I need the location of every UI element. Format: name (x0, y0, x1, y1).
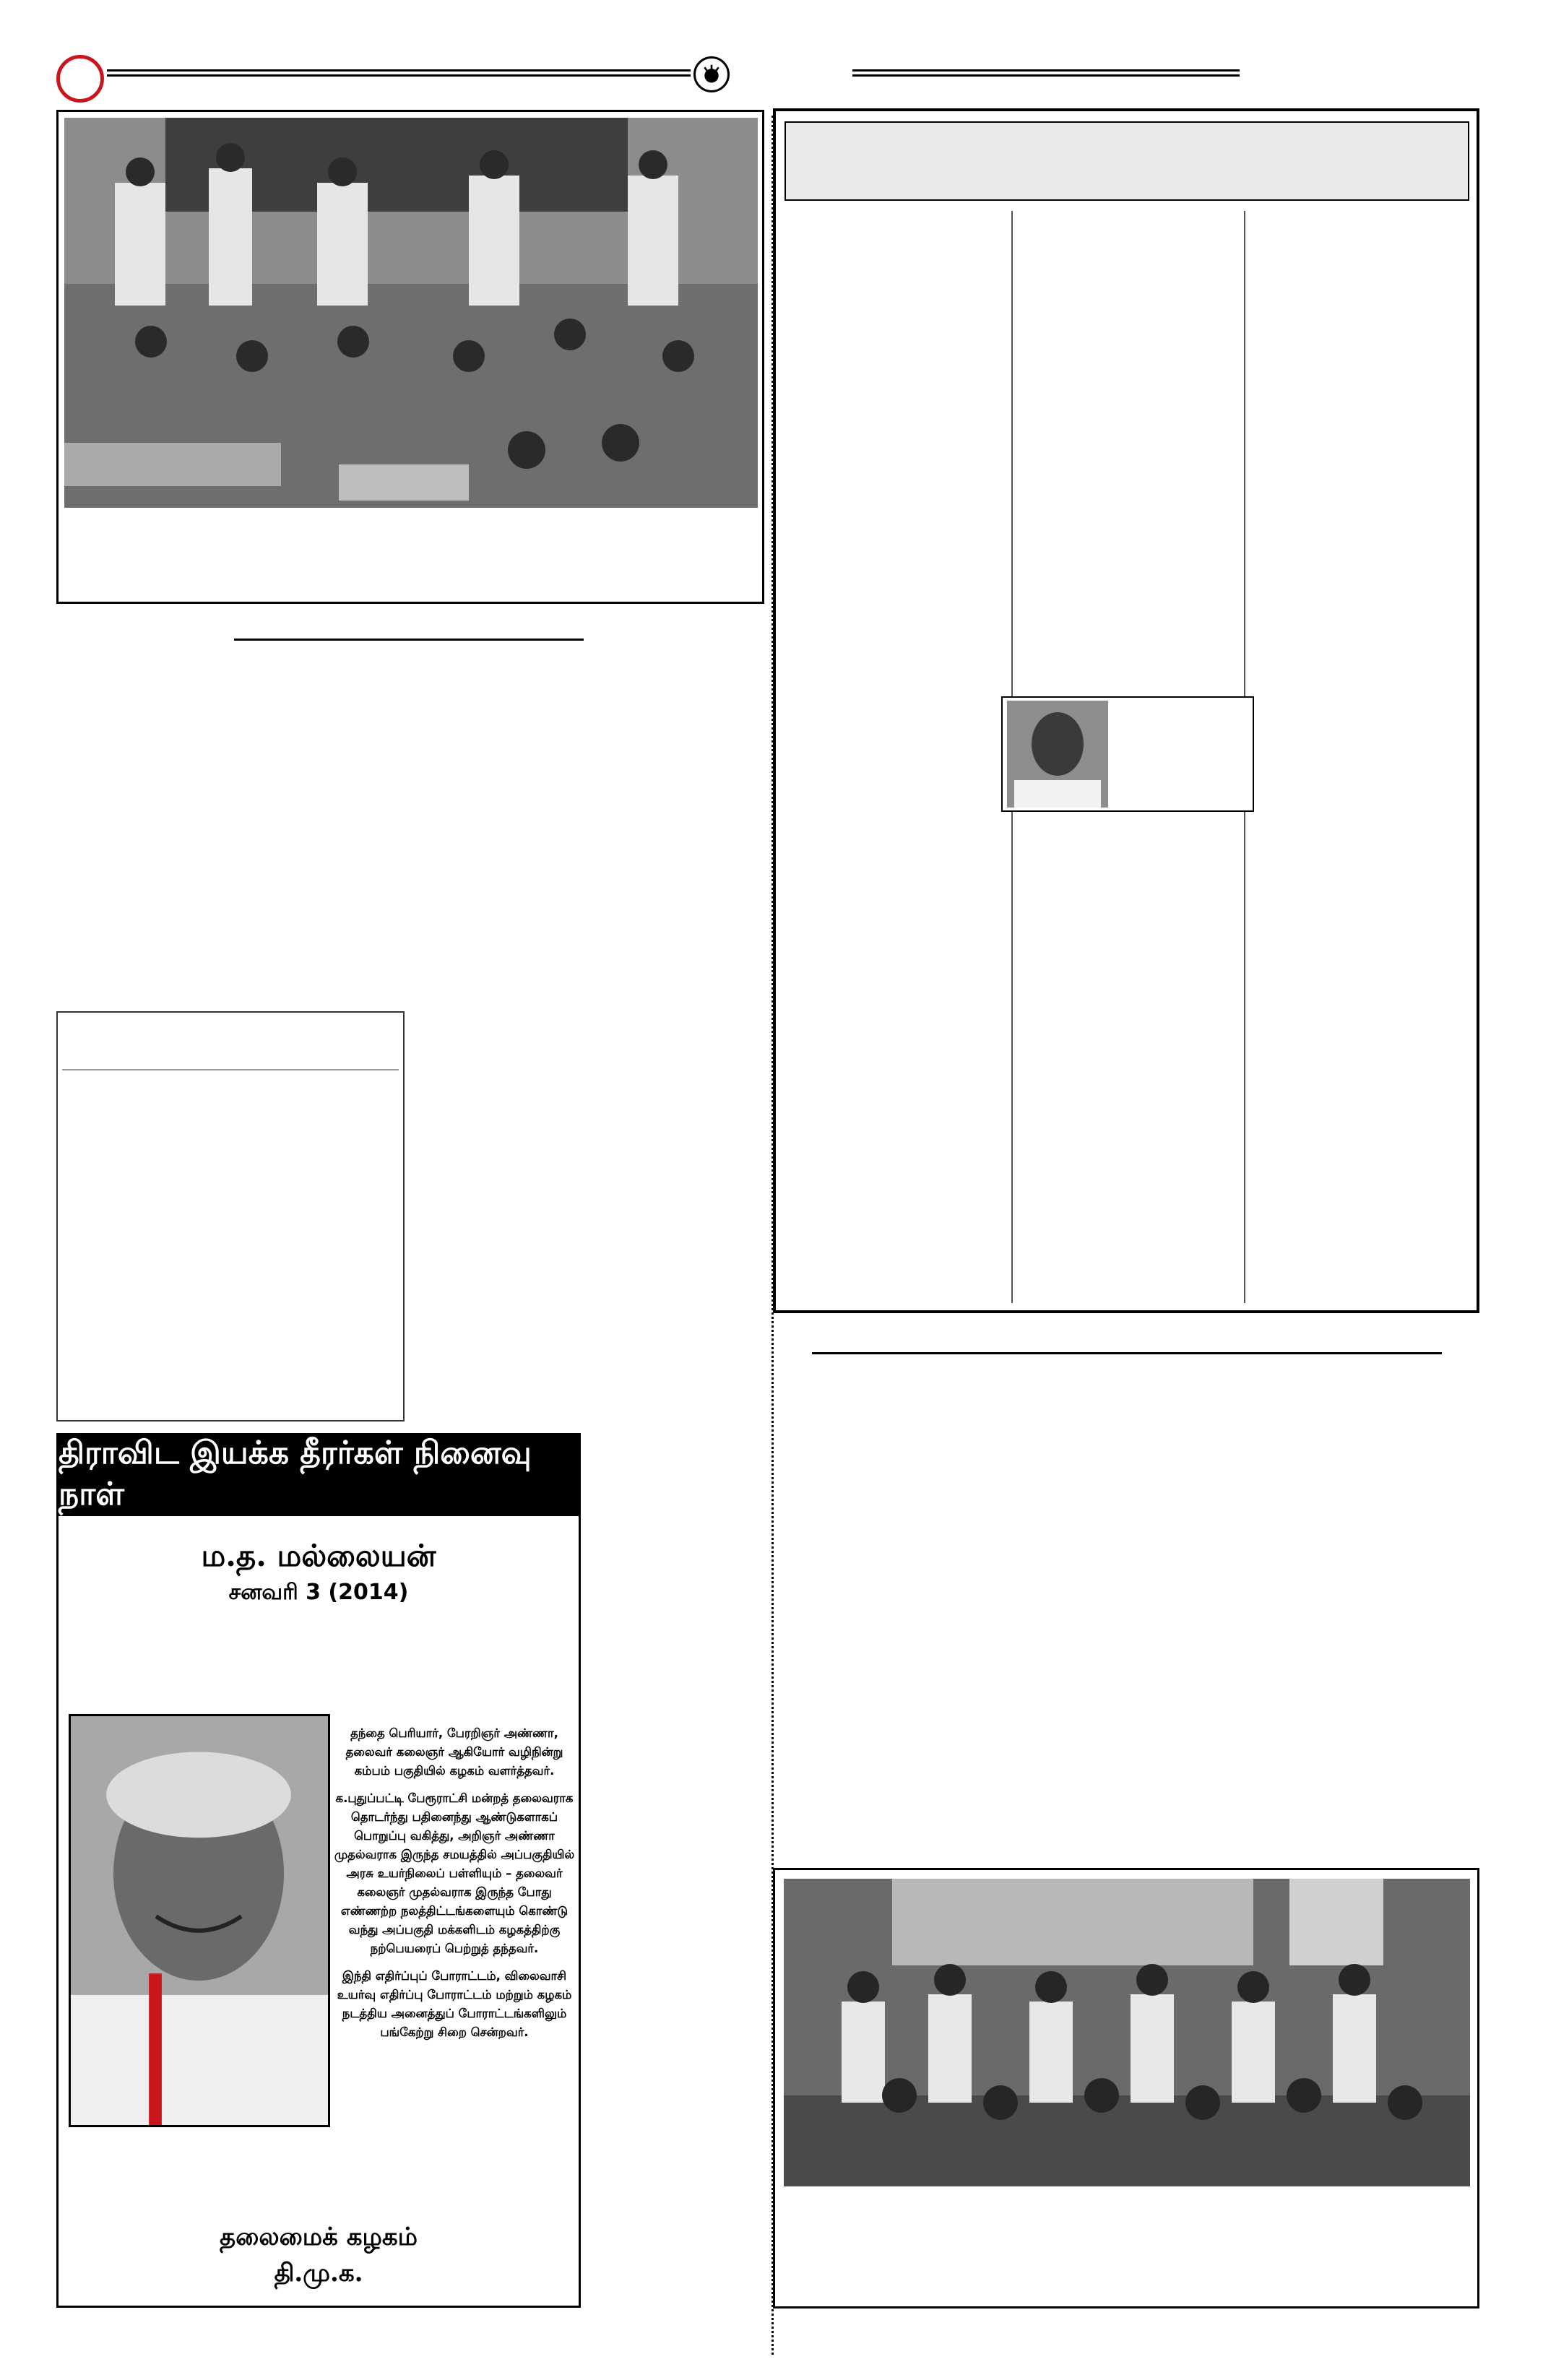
portrait-box (1001, 696, 1254, 812)
memorial-footer-2: தி.மு.க. (274, 2259, 363, 2288)
boxed-article (773, 108, 1479, 1313)
memorial-date: சனவரி 3 (2014) (228, 1580, 409, 1605)
portrait-photo (1007, 701, 1108, 808)
headline-rule (234, 639, 584, 641)
memorial-portrait (69, 1714, 330, 2127)
party-emblem-icon (693, 56, 730, 92)
headline-rule-right (812, 1352, 1442, 1354)
memorial-footer-1: தலைமைக் கழகம் (220, 2223, 418, 2251)
memorial-notice (56, 1433, 581, 2308)
memorial-para-1: தந்தை பெரியார், பேரறிஞர் அண்ணா, தலைவர் கலைஞர் ஆகியோர் வழிநின்று கம்பம் பகுதியில் கழகம் வளர்த்தவர். (345, 1726, 563, 1778)
page-number-circle (56, 55, 104, 103)
memorial-name: ம.த. மல்லையன் (201, 1538, 436, 1573)
memorial-text (333, 1724, 576, 2051)
memorial-para-2: க.புதுப்பட்டி பேரூராட்சி மன்றத் தலைவராக தொடர்ந்து பதினைந்து ஆண்டுகளாகப் பொறுப்பு வகித்து, அறிஞர் அண்ணா முதல்வராக இருந்த சமயத்தில் அப்பகுதியில் அரசு உயர்நிலைப் பள்ளியும் – தலைவர் கலைஞர் முதல்வராக இருந்த போது எண்ணற்ற நலத்திட்டங்களையும் கொண்டு வந்து அப்பகுதி மக்களிடம் கழகத்திற்கு நற்பெயரைப் பெற்றுத் தந்தவர். (334, 1791, 575, 1955)
header-rule (107, 69, 691, 77)
memorial-para-3: இந்தி எதிர்ப்புப் போராட்டம், விலைவாசி உயர்வு எதிர்ப்பு போராட்டம் மற்றும் கழகம் நடத்திய அனைத்துப் போராட்டங்களிலும் பங்கேற்று சிறை சென்றவர். (337, 1969, 572, 2039)
memorial-header: திராவிட இயக்க தீரர்கள் நினைவு நாள் (59, 1435, 579, 1516)
kabaddi-team-photo (784, 1879, 1470, 2186)
classroom-photo (64, 118, 758, 508)
sidebar-box (56, 1011, 405, 1421)
kabaddi-photo-box (773, 1868, 1479, 2308)
header-rule-right (852, 69, 1240, 77)
sidebar-box-rule (62, 1069, 399, 1070)
classroom-photo-box (56, 110, 764, 604)
article-title-band (785, 121, 1469, 201)
